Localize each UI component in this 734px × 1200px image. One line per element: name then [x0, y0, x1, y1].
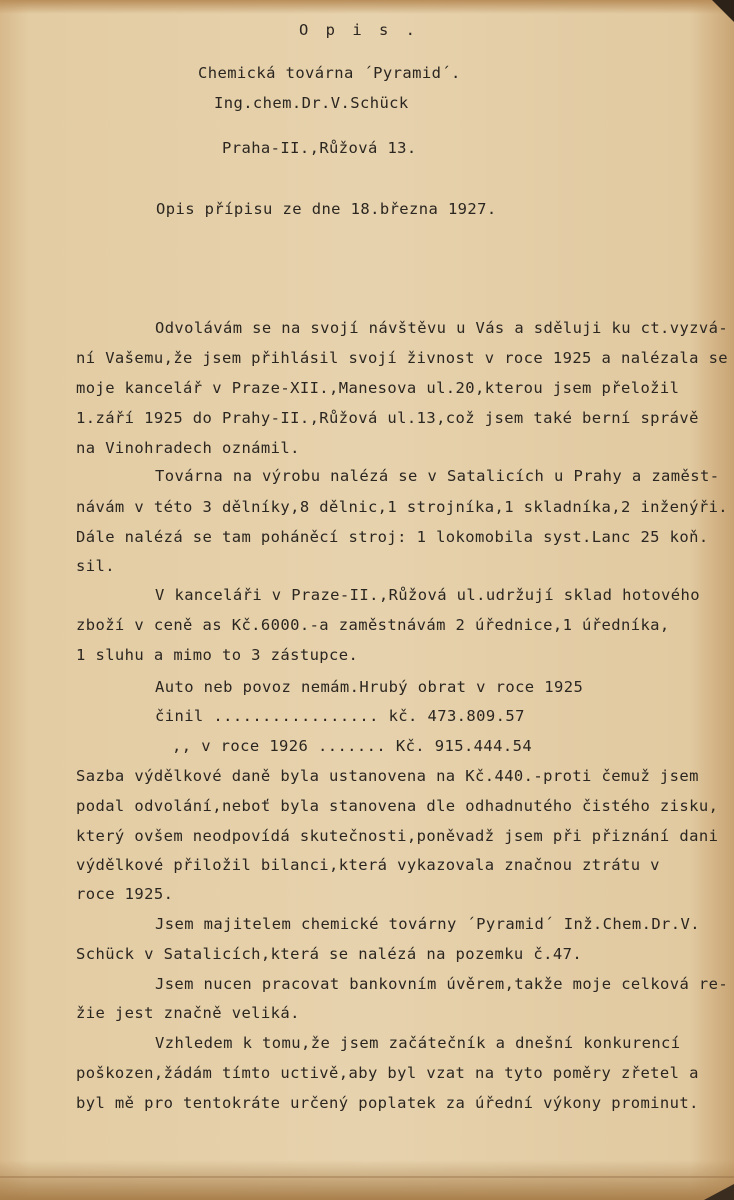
paper-top-edge	[0, 0, 734, 14]
body-line-24: žie jest značně veliká.	[76, 1004, 300, 1022]
body-line-25: Vzhledem k tomu,že jsem začátečník a dnešní konkurencí	[155, 1034, 681, 1052]
body-line-1: Odvolávám se na svojí návštěvu u Vás a sděluji ku ct.vyzvá-	[155, 319, 729, 337]
body-line-11: zboží v ceně as Kč.6000.-a zaměstnávám 2 úřednice,1 úředníka,	[76, 616, 670, 634]
body-line-26: poškozen,žádám tímto uctivě,aby byl vzat na tyto poměry zřetel a	[76, 1064, 699, 1082]
body-line-20: roce 1925.	[76, 885, 174, 903]
paper-fold-line	[0, 1176, 734, 1178]
body-line-8: Dále nalézá se tam poháněcí stroj: 1 lokomobila syst.Lanc 25 koň.	[76, 528, 709, 546]
company-name: Chemická továrna ´Pyramid´.	[198, 64, 461, 82]
body-line-23: Jsem nucen pracovat bankovním úvěrem,takže moje celková re-	[155, 975, 729, 993]
body-line-27: byl mě pro tentokráte určený poplatek za úřední výkony prominut.	[76, 1094, 699, 1112]
body-line-18: který ovšem neodpovídá skutečnosti,poněvadž jsem při přiznání dani	[76, 827, 719, 845]
body-line-12: 1 sluhu a mimo to 3 zástupce.	[76, 646, 359, 664]
body-line-13: Auto neb povoz nemám.Hrubý obrat v roce 1925	[155, 678, 584, 696]
body-line-15: ,, v roce 1926 ....... Kč. 915.444.54	[172, 737, 533, 755]
body-line-19: výdělkové přiložil bilanci,která vykazovala značnou ztrátu v	[76, 856, 660, 874]
torn-corner-top-right	[712, 0, 734, 22]
body-line-22: Schück v Satalicích,která se nalézá na pozemku č.47.	[76, 945, 583, 963]
paper-bottom-edge	[0, 1160, 734, 1200]
body-line-5: na Vinohradech oznámil.	[76, 439, 300, 457]
body-line-10: V kanceláři v Praze-II.,Růžová ul.udržují sklad hotového	[155, 586, 700, 604]
torn-corner-bottom-right	[704, 1184, 734, 1200]
company-address: Praha-II.,Růžová 13.	[222, 139, 417, 157]
body-line-17: podal odvolání,neboť byla stanovena dle odhadnutého čistého zisku,	[76, 797, 719, 815]
body-line-21: Jsem majitelem chemické továrny ´Pyramid´ Inž.Chem.Dr.V.	[155, 915, 700, 933]
body-line-6: Továrna na výrobu nalézá se v Satalicích u Prahy a zaměst-	[155, 467, 720, 485]
body-line-3: moje kancelář v Praze-XII.,Manesova ul.20,kterou jsem přeložil	[76, 379, 680, 397]
body-line-7: návám v této 3 dělníky,8 dělnic,1 strojníka,1 skladníka,2 inženýři.	[76, 498, 729, 516]
body-line-4: 1.září 1925 do Prahy-II.,Růžová ul.13,což jsem také berní správě	[76, 409, 699, 427]
body-line-14: činil ................. kč. 473.809.57	[155, 707, 525, 725]
document-subject: Opis přípisu ze dne 18.března 1927.	[156, 200, 497, 218]
body-line-2: ní Vašemu,že jsem přihlásil svojí živnost v roce 1925 a nalézala se	[76, 349, 729, 367]
body-line-16: Sazba výdělkové daně byla ustanovena na Kč.440.-proti čemuž jsem	[76, 767, 699, 785]
body-line-9: sil.	[76, 557, 115, 575]
owner-name: Ing.chem.Dr.V.Schück	[214, 94, 409, 112]
document-title: O p i s .	[299, 21, 419, 39]
